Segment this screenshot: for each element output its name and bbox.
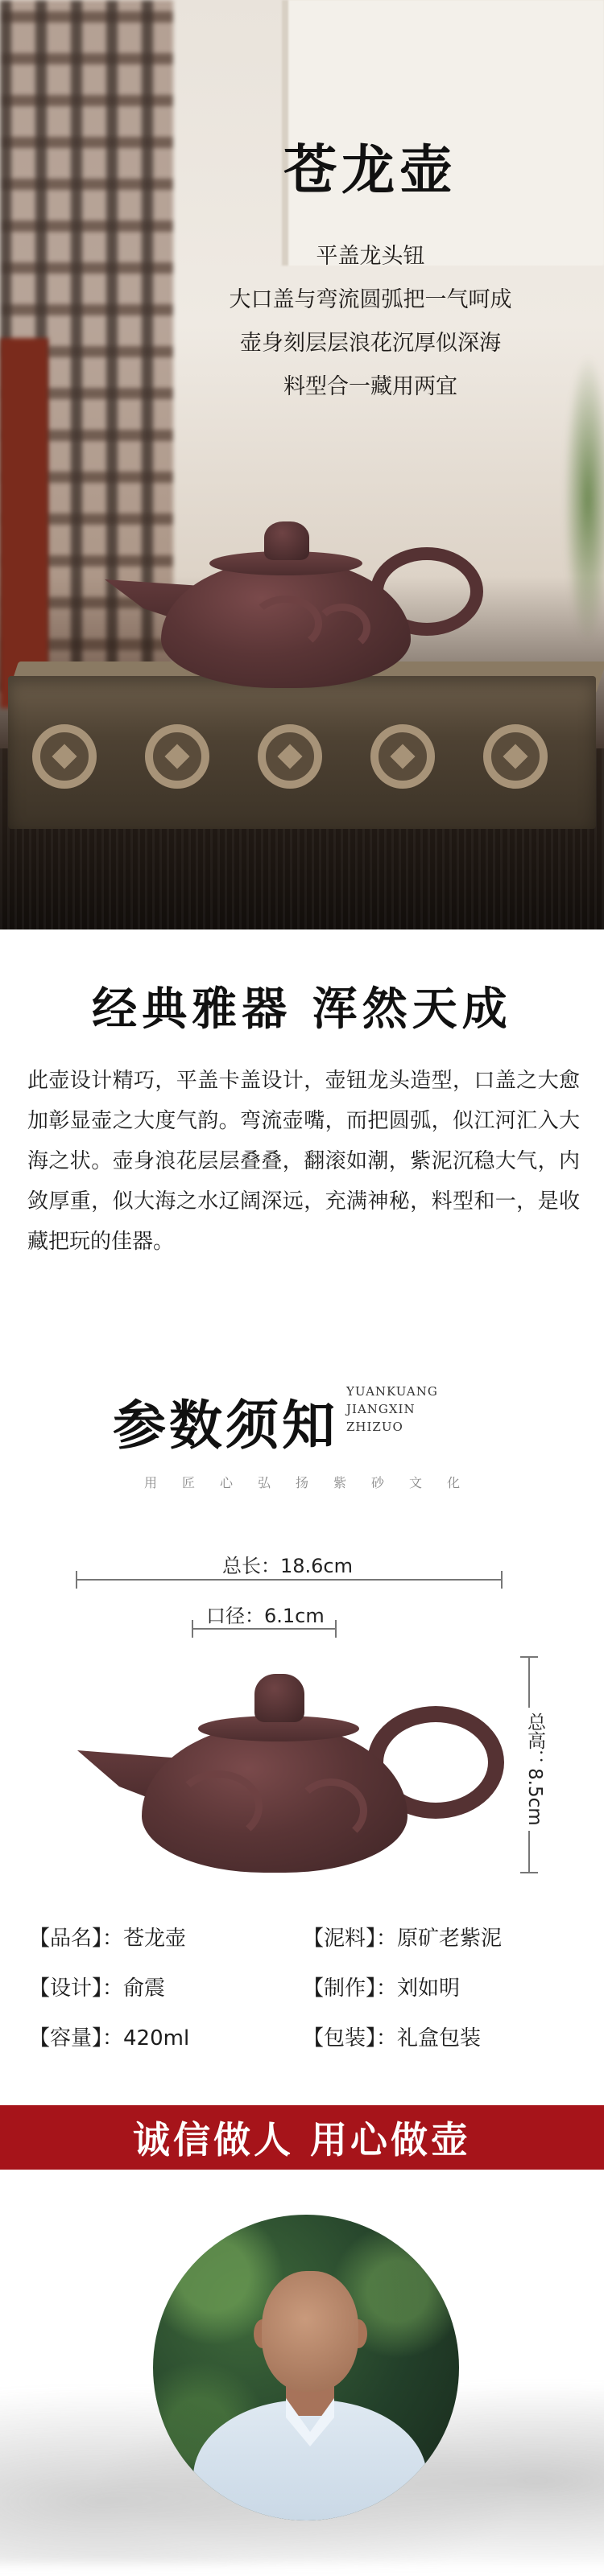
spec-item xyxy=(303,1972,460,2001)
spec-label: 【品名】： xyxy=(29,1927,124,1951)
artisan-portrait xyxy=(153,2215,459,2520)
section-heading: 经典雅器 浑然天成 xyxy=(92,983,512,1036)
spec-value: 420ml xyxy=(123,2026,190,2050)
mouth-dimension-line xyxy=(192,1628,337,1630)
parameters-subtitle: 用匠心弘扬紫砂文化 xyxy=(143,1475,485,1490)
spec-item xyxy=(303,2022,481,2051)
mouth-tick xyxy=(335,1620,337,1638)
wave-carving xyxy=(250,596,322,652)
hero-section xyxy=(0,0,604,929)
coin-carving xyxy=(32,724,97,789)
mouth-label: 口径：6.1cm xyxy=(200,1600,331,1628)
length-tick xyxy=(501,1571,503,1589)
coin-carving xyxy=(258,724,322,789)
intro-paragraph: 此壶设计精巧，平盖卡盖设计，壶钮龙头造型，口盖之大愈加彰显壶之大度气韵。弯流壶嘴，而把圆弧，似江河汇入大海之状。壶身浪花层层叠叠，翻滚如潮，紫泥沉稳大气，内敛厚重，似大海之水辽阔深远，充满神秘，料型和一，是收藏把玩的佳器。 xyxy=(27,1069,580,1254)
spec-item xyxy=(29,1922,186,1952)
spec-value: 礼盒包装 xyxy=(397,2026,482,2050)
product-title: 苍龙壶 xyxy=(283,138,457,201)
spec-item xyxy=(303,1922,502,1952)
height-tick xyxy=(520,1656,538,1658)
spec-value: 原矿老紫泥 xyxy=(397,1927,503,1951)
artisan-head xyxy=(262,2271,358,2392)
teapot-spec-photo xyxy=(77,1666,504,1883)
coin-carving xyxy=(145,724,209,789)
parameters-header xyxy=(113,1383,491,1471)
slogan-text: 诚信做人 用心做壶 xyxy=(132,2118,471,2162)
red-post-background xyxy=(0,338,48,708)
hero-description xyxy=(185,235,556,409)
parameters-title: 参数须知 xyxy=(113,1394,338,1457)
coin-carving xyxy=(370,724,435,789)
pinyin-line: YUANKUANG xyxy=(346,1384,438,1399)
hero-text-block xyxy=(185,138,556,409)
hero-line: 料型合一藏用两宜 xyxy=(283,373,457,399)
spec-item xyxy=(29,2022,189,2051)
height-label: 总高：8.5cm xyxy=(522,1708,548,1831)
slogan-banner xyxy=(0,2105,604,2170)
spec-value: 苍龙壶 xyxy=(123,1927,187,1951)
spec-value: 刘如明 xyxy=(397,1976,461,2001)
spec-item xyxy=(29,1972,165,2001)
hero-line: 平盖龙头钮 xyxy=(316,243,425,269)
length-dimension-line xyxy=(76,1579,503,1581)
teapot-photo xyxy=(105,515,491,692)
spec-label: 【制作】： xyxy=(303,1976,398,2001)
spec-value: 俞震 xyxy=(123,1976,166,2001)
spec-label: 【设计】： xyxy=(29,1976,124,2001)
wave-carving xyxy=(314,604,370,652)
wave-carving xyxy=(295,1778,367,1843)
length-tick xyxy=(76,1571,77,1589)
artisan-section xyxy=(0,2170,604,2576)
length-label: 总长：18.6cm xyxy=(216,1550,359,1578)
spec-label: 【包装】： xyxy=(303,2026,398,2050)
dragon-head-knob xyxy=(254,1674,304,1722)
hero-line: 大口盖与弯流圆弧把一气呵成 xyxy=(229,286,512,312)
pinyin-line: ZHIZUO xyxy=(346,1420,403,1434)
pinyin-line: JIANGXIN xyxy=(346,1402,416,1416)
wave-carving xyxy=(174,1770,263,1843)
coin-carving xyxy=(483,724,548,789)
stone-carvings xyxy=(32,724,548,789)
plant-background xyxy=(564,354,604,644)
spec-label: 【容量】： xyxy=(29,2026,124,2050)
mouth-tick xyxy=(192,1620,193,1638)
height-tick xyxy=(520,1872,538,1873)
hero-line: 壶身刻层层浪花沉厚似深海 xyxy=(240,330,501,356)
dragon-head-knob xyxy=(264,521,309,560)
pinyin-caption xyxy=(346,1383,438,1436)
spec-label: 【泥料】： xyxy=(303,1927,398,1951)
